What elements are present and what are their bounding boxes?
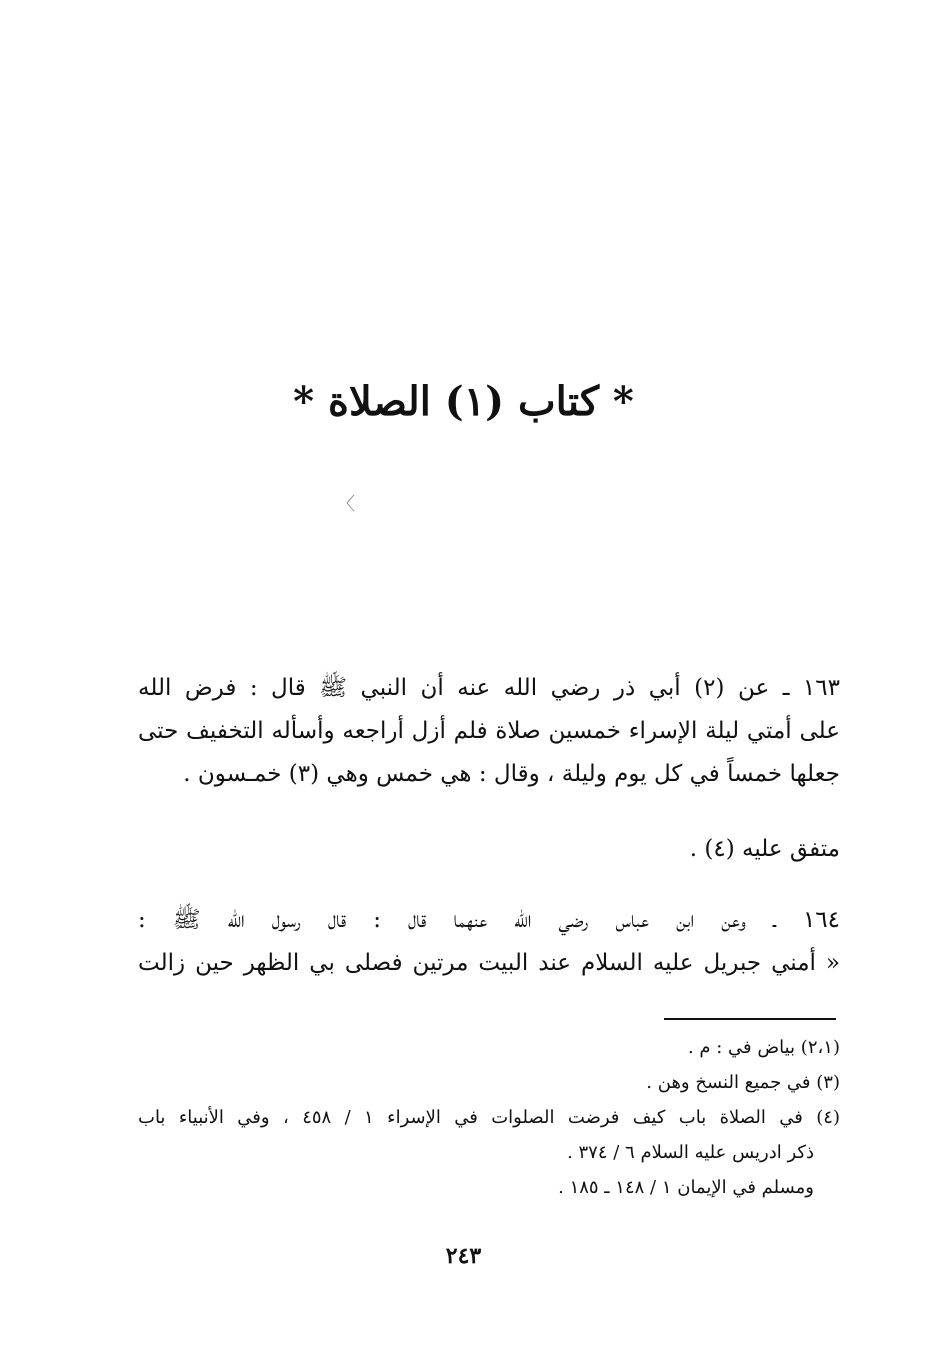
footnote-3: (٣) في جميع النسخ وهن . [646, 1072, 840, 1093]
agreed-upon-text: متفق عليه (٤) . [689, 836, 840, 862]
page-number: ٢٤٣ [445, 1243, 482, 1269]
agreed-upon [138, 828, 840, 871]
hadith-163-line-2: على أمتي ليلة الإسراء خمسين صلاة فلم أزل أراجعه وأسأله التخفيف حتى [138, 718, 840, 744]
hadith-163-line-1: ١٦٣ ـ عن (٢) أبي ذر رضي الله عنه أن النبي ﷺ قال : فرض الله [138, 675, 840, 701]
stray-mark: 〉 [337, 494, 355, 515]
footnote-1-2: (٢،١) بياض في : م . [687, 1037, 840, 1058]
hadith-164 [138, 899, 840, 985]
hadith-163-line-3: جعلها خمساً في كل يوم وليلة ، وقال : هي خمس وهي (٣) خمـسون . [183, 761, 840, 787]
hadith-164-line-2: « أمني جبريل عليه السلام عند البيت مرتين فصلى بي الظهر حين زالت [138, 950, 840, 976]
footnote-4-line-3: ومسلم في الإيمان ١ / ١٤٨ ـ ١٨٥ . [558, 1177, 814, 1198]
footnote-divider [664, 1018, 836, 1020]
footnote-4-line-2: ذكر ادريس عليه السلام ٦ / ٣٧٤ . [567, 1142, 814, 1163]
hadith-163 [138, 667, 840, 796]
footnotes [138, 1030, 840, 1205]
chapter-title: * كتاب (١) الصلاة * [293, 378, 634, 425]
footnote-4-line-1: (٤) في الصلاة باب كيف فرضت الصلوات في الإسراء ١ / ٤٥٨ ، وفي الأنبياء باب [138, 1107, 840, 1128]
hadith-164-line-1: ١٦٤ ـ وعن ابن عباس رضي الله عنهما قال : قال رسول الله ﷺ : [138, 907, 840, 933]
